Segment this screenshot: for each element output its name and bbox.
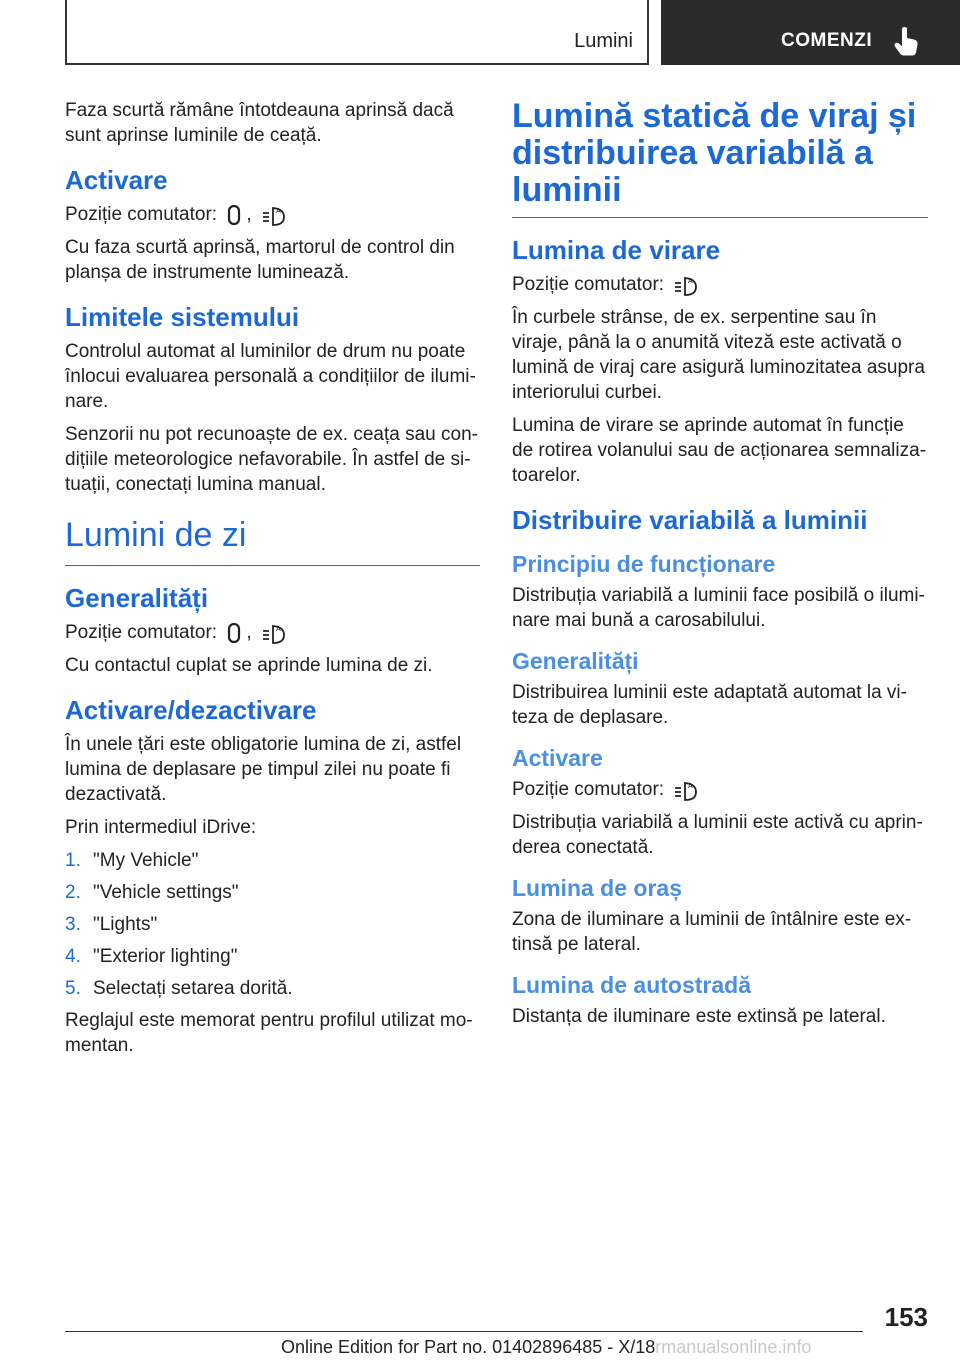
intro-paragraph: Faza scurtă rămâne întotdeauna aprinsă dacă sunt aprinse luminile de ceață. [65, 100, 454, 146]
auto-light-icon [673, 779, 699, 801]
switch-position-line [512, 777, 928, 802]
principiu-paragraph: Distribuția variabilă a luminii face posibilă o ilumi‐nare mai bună a carosabilului. [512, 585, 925, 631]
heading-activare-dezactivare: Activare/dezactivare [65, 695, 317, 725]
auto-light-icon [261, 204, 287, 226]
switch-position-line: Poziție comutator: , A [65, 620, 480, 645]
idrive-steps-list [65, 848, 480, 1001]
svg-text:A: A [688, 277, 694, 285]
heading-lumina-de-autostrada: Lumina de autostradă [512, 972, 751, 998]
generalitati-paragraph: Cu contactul cuplat se aprinde lumina de zi. [65, 655, 433, 676]
switch-position-label: Poziție comutator: [65, 204, 218, 225]
list-item: 1. "My Vehicle" [65, 850, 199, 871]
actdez-paragraph: În unele țări este obligatorie lumina de zi, astfel lumina de deplasare pe timpul zilei nu poate fi dezactivată. [65, 734, 462, 805]
switch-position-label: Poziție comutator: [65, 622, 218, 643]
list-item: 2. "Vehicle settings" [65, 882, 239, 903]
switch-position-label: Poziție comutator: [512, 274, 665, 295]
list-item: 5. Selectați setarea dorită. [65, 978, 293, 999]
heading-lumina-de-virare: Lumina de virare [512, 235, 721, 265]
page-number: 153 [884, 1302, 928, 1332]
activare-paragraph: Cu faza scurtă aprinsă, martorul de control din planșa de instrumente luminează. [65, 237, 455, 283]
heading-lumina-statica: Lumină statică de viraj și distribuirea variabilă a luminii [512, 98, 928, 218]
auto-light-icon [673, 274, 699, 296]
switch-zero-icon [226, 622, 242, 644]
heading-generalitati: Generalități [65, 583, 209, 613]
heading-activare: Activare [65, 165, 168, 195]
heading-limite: Limitele sistemului [65, 302, 300, 332]
heading-lumina-de-oras: Lumina de oraș [512, 875, 682, 901]
header-section-box [65, 0, 649, 65]
right-column [512, 98, 928, 1037]
watermark-text: rmanualsonline.info [655, 1337, 812, 1357]
list-item: 4. "Exterior lighting" [65, 946, 238, 967]
switch-zero-icon [226, 204, 242, 226]
heading-lumini-de-zi: Lumini de zi [65, 515, 480, 566]
heading-activare-right: Activare [512, 745, 603, 771]
limite-paragraph-1: Controlul automat al luminilor de drum nu poate înlocui evaluarea personală a condițiilor de ilumi‐nare. [65, 341, 476, 412]
switch-position-label: Poziție comutator: [512, 779, 665, 800]
svg-text:A: A [275, 625, 281, 633]
switch-position-line: Poziție comutator: , A [65, 202, 480, 227]
edition-text: Online Edition for Part no. 01402896485 - X/18 [281, 1337, 656, 1357]
reglaj-paragraph: Reglajul este memorat pentru profilul utilizat mo‐mentan. [65, 1010, 473, 1056]
generalitati-right-paragraph: Distribuirea luminii este adaptată automat la vi‐teza de deplasare. [512, 682, 907, 728]
heading-distribuire-variabila: Distribuire variabilă a luminii [512, 505, 868, 535]
list-item: 3. "Lights" [65, 914, 158, 935]
autostrada-paragraph: Distanța de iluminare este extinsă pe lateral. [512, 1006, 886, 1027]
oras-paragraph: Zona de iluminare a luminii de întâlnire este ex‐tinsă pe lateral. [512, 909, 912, 955]
left-column [65, 98, 480, 1066]
heading-principiu: Principiu de funcționare [512, 551, 776, 577]
footer-divider [65, 1331, 863, 1332]
footer-edition [281, 1337, 811, 1358]
svg-text:A: A [275, 207, 281, 215]
limite-paragraph-2: Senzorii nu pot recunoaște de ex. ceața sau con‐dițiile meteorologice nefavorabile. În astfel de si‐tuații, conectați lumina manual. [65, 424, 478, 495]
section-title: Lumini [574, 30, 633, 52]
heading-generalitati-right: Generalități [512, 648, 639, 674]
header-tab-comenzi[interactable] [661, 0, 960, 65]
switch-position-line [512, 272, 928, 297]
svg-text:A: A [688, 782, 694, 790]
auto-light-icon [261, 622, 287, 644]
activare-right-paragraph: Distribuția variabilă a luminii este activă cu aprin‐derea conectată. [512, 812, 923, 858]
tab-label: COMENZI [781, 30, 873, 51]
virare-paragraph-2: Lumina de virare se aprinde automat în funcție de rotirea volanului sau de acționarea semnaliza‐toarelor. [512, 415, 927, 486]
hand-pointer-icon [894, 26, 920, 56]
idrive-paragraph: Prin intermediul iDrive: [65, 817, 257, 838]
virare-paragraph-1: În curbele strânse, de ex. serpentine sau în viraje, până la o anumită viteză este activată o lumină de viraj care asigură luminozitatea asupra interiorului curbei. [512, 307, 925, 403]
